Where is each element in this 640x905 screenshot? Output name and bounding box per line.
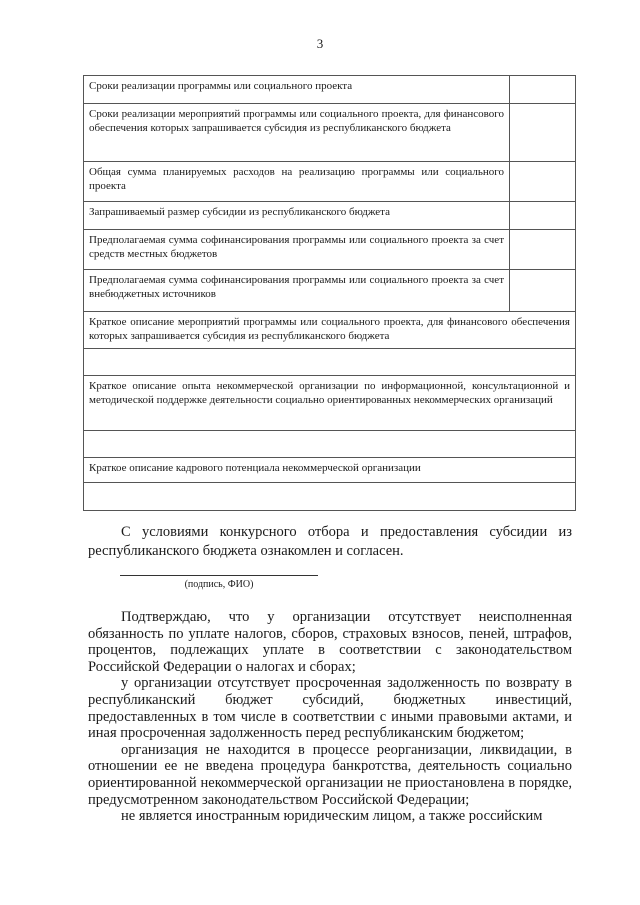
signature-line[interactable] — [120, 575, 318, 576]
row-label: Предполагаемая сумма софинансирования программы или социального проекта за счет внебюджетных источников — [84, 270, 510, 312]
row-value-cell[interactable] — [510, 162, 576, 202]
table-row — [84, 76, 576, 104]
section-content-row — [84, 431, 576, 458]
row-label: Сроки реализации программы или социального проекта — [84, 76, 510, 104]
section-content-row — [84, 349, 576, 376]
confirmation-block — [88, 609, 572, 825]
section-heading: Краткое описание мероприятий программы или социального проекта, для финансового обеспечения которых запрашивается субсидия из республиканского бюджета — [84, 312, 576, 349]
section-heading: Краткое описание опыта некоммерческой организации по информационной, консультационной и методической поддержке деятельности социально ориентированных некоммерческих организаций — [84, 376, 576, 431]
application-form-table — [83, 75, 576, 511]
section-content-cell[interactable] — [84, 483, 576, 511]
row-value-cell[interactable] — [510, 104, 576, 162]
row-label: Сроки реализации мероприятий программы или социального проекта, для финансового обеспечения которых запрашивается субсидия из республиканского бюджета — [84, 104, 510, 162]
confirmation-paragraph: Подтверждаю, что у организации отсутствует неисполненная обязанность по уплате налогов, сборов, страховых взносов, пеней, штрафов, процентов, подлежащих уплате в соответствии с законодательством Российской Федерации о налогах и сборах; — [88, 609, 572, 675]
confirmation-paragraph: не является иностранным юридическим лицом, а также российским — [121, 808, 543, 825]
section-content-row — [84, 483, 576, 511]
section-heading-row — [84, 312, 576, 349]
section-heading-row — [84, 376, 576, 431]
table-row — [84, 202, 576, 230]
section-content-cell[interactable] — [84, 431, 576, 458]
page-number: 3 — [316, 36, 324, 51]
table-row — [84, 230, 576, 270]
row-value-cell[interactable] — [510, 76, 576, 104]
table-row — [84, 162, 576, 202]
table-row — [84, 270, 576, 312]
agreement-statement — [88, 523, 572, 561]
confirmation-paragraph: организация не находится в процессе реорганизации, ликвидации, в отношении ее не введена процедура банкротства, деятельность социально ориентированной некоммерческой организации не приостановлена в порядке, предусмотренном законодательством Российской Федерации; — [88, 741, 572, 808]
row-value-cell[interactable] — [510, 270, 576, 312]
signature-caption: (подпись, ФИО) — [184, 579, 254, 590]
section-content-cell[interactable] — [84, 349, 576, 376]
section-heading-row — [84, 458, 576, 483]
row-value-cell[interactable] — [510, 230, 576, 270]
section-heading: Краткое описание кадрового потенциала некоммерческой организации — [84, 458, 576, 483]
row-label: Общая сумма планируемых расходов на реализацию программы или социального проекта — [84, 162, 510, 202]
row-label: Запрашиваемый размер субсидии из республиканского бюджета — [84, 202, 510, 230]
confirmation-paragraph: у организации отсутствует просроченная задолженность по возврату в республиканский бюджет субсидий, бюджетных инвестиций, предоставленных в том числе в соответствии с иными правовыми актами, и иная просроченная задолженность перед республиканским бюджетом; — [88, 675, 572, 742]
table-row — [84, 104, 576, 162]
agreement-text: С условиями конкурсного отбора и предоставления субсидии из республиканского бюджета ознакомлен и согласен. — [88, 524, 572, 559]
row-value-cell[interactable] — [510, 202, 576, 230]
row-label: Предполагаемая сумма софинансирования программы или социального проекта за счет средств местных бюджетов — [84, 230, 510, 270]
